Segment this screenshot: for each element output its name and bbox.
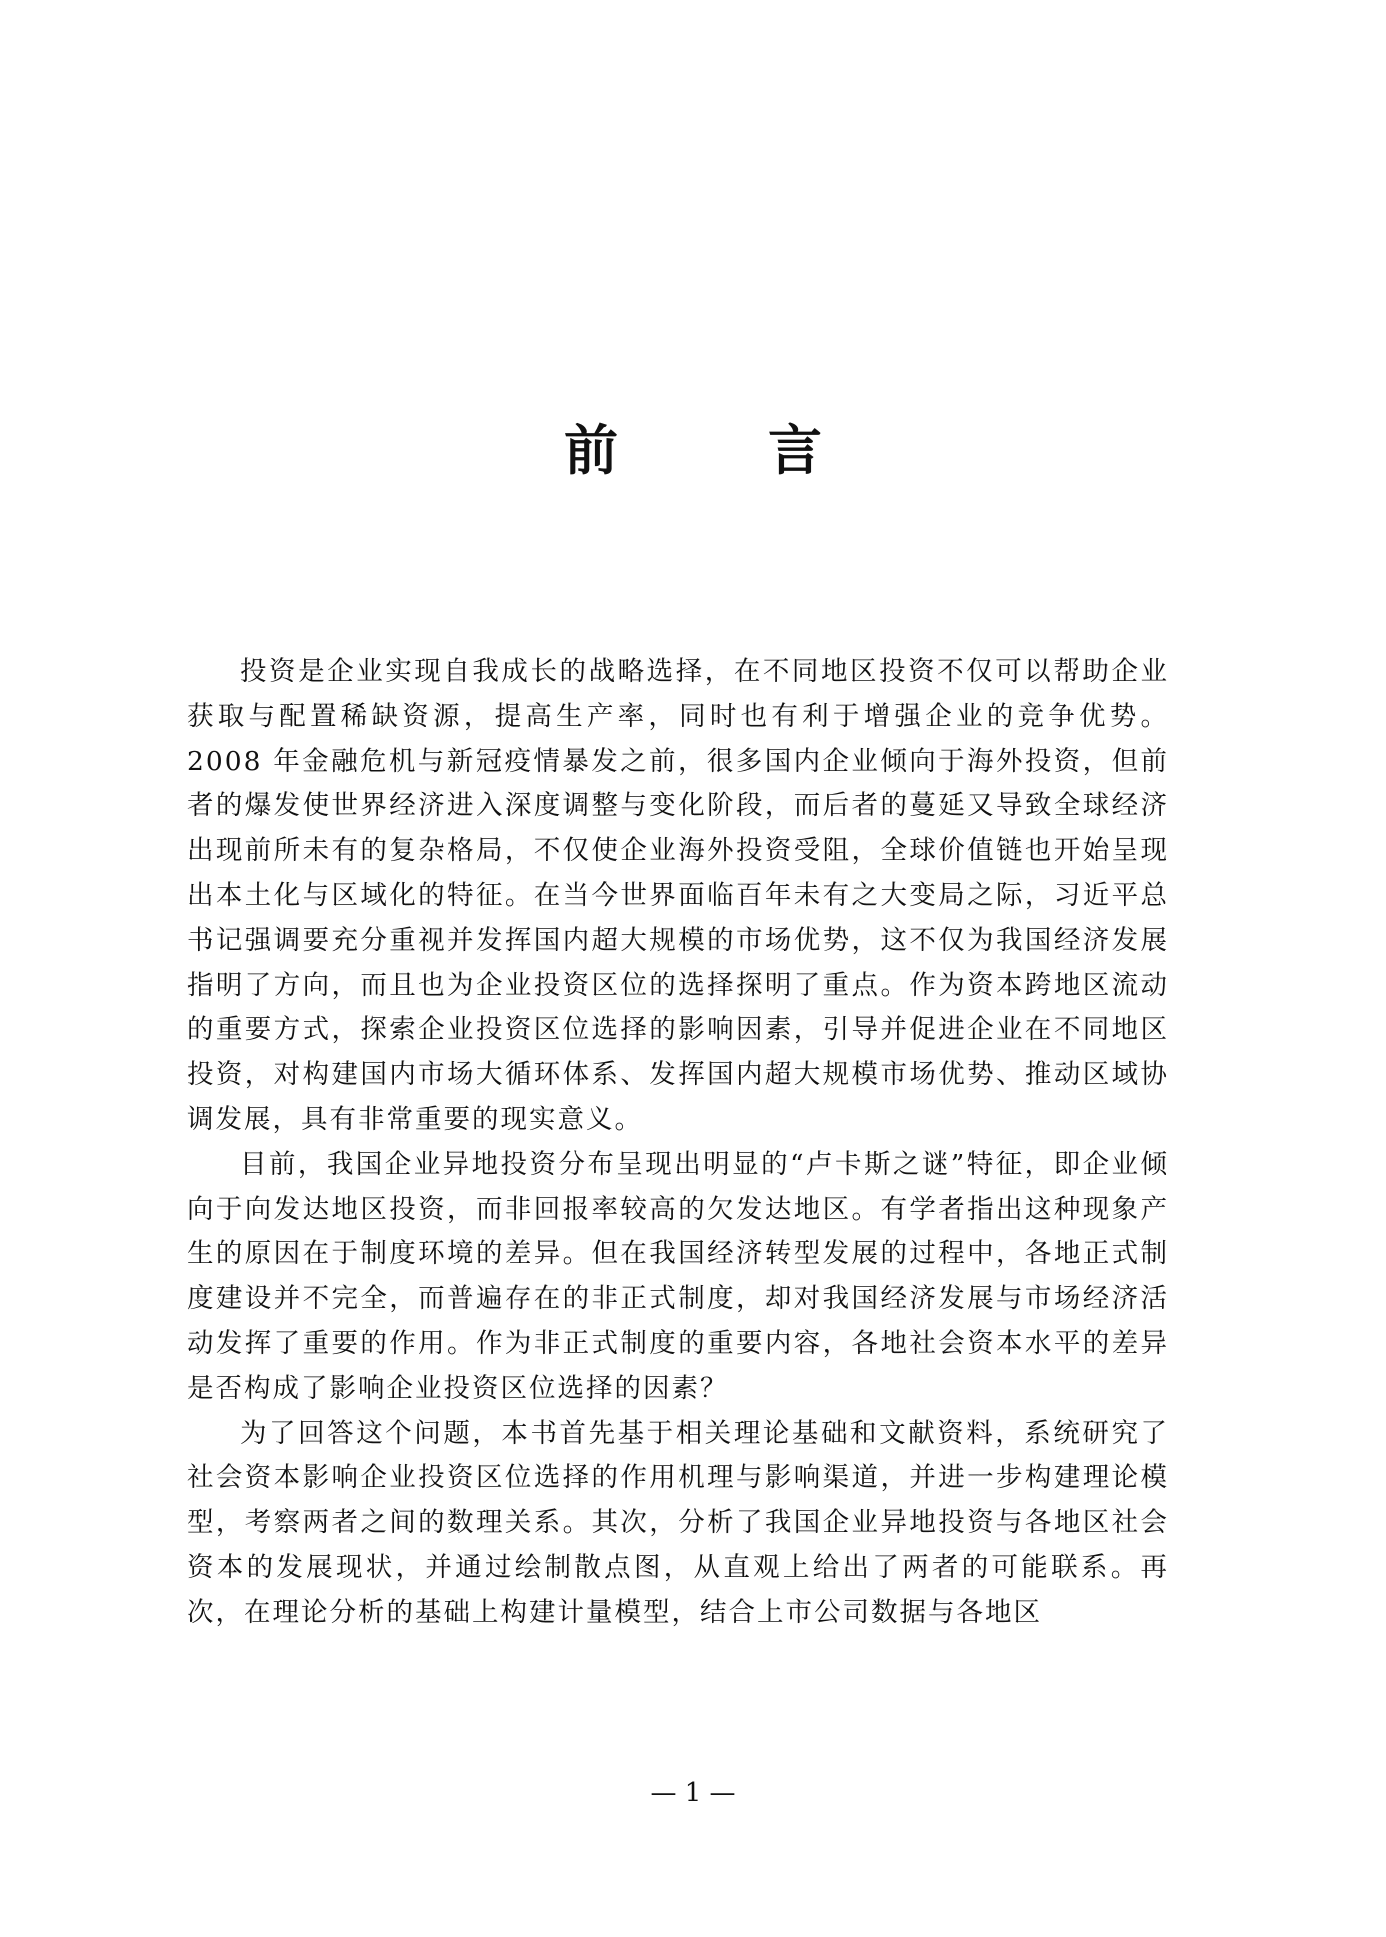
- body-text: [187, 650, 1169, 1636]
- page-number: — 1 —: [650, 1778, 736, 1808]
- paragraph-2: 目前，我国企业异地投资分布呈现出明显的“卢卡斯之谜”特征，即企业倾向于向发达地区投资，而非回报率较高的欠发达地区。有学者指出这种现象产生的原因在于制度环境的差异。但在我国经济转型发展的过程中，各地正式制度建设并不完全，而普遍存在的非正式制度，却对我国经济发展与市场经济活动发挥了重要的作用。作为非正式制度的重要内容，各地社会资本水平的差异是否构成了影响企业投资区位选择的因素？: [187, 1148, 1169, 1404]
- paragraph-1: 投资是企业实现自我成长的战略选择，在不同地区投资不仅可以帮助企业获取与配置稀缺资源，提高生产率，同时也有利于增强企业的竞争优势。2008 年金融危机与新冠疫情暴发之前，很多国内企业倾向于海外投资，但前者的爆发使世界经济进入深度调整与变化阶段，而后者的蔓延又导致全球经济出现前所未有的复杂格局，不仅使企业海外投资受阻，全球价值链也开始呈现出本土化与区域化的特征。在当今世界面临百年未有之大变局之际，习近平总书记强调要充分重视并发挥国内超大规模的市场优势，这不仅为我国经济发展指明了方向，而且也为企业投资区位的选择探明了重点。作为资本跨地区流动的重要方式，探索企业投资区位选择的影响因素，引导并促进企业在不同地区投资，对构建国内市场大循环体系、发挥国内超大规模市场优势、推动区域协调发展，具有非常重要的现实意义。: [187, 656, 1169, 1135]
- title-char-1: 前: [564, 418, 618, 482]
- page-title: [0, 418, 1386, 482]
- title-char-2: 言: [768, 418, 822, 482]
- paragraph-3: 为了回答这个问题，本书首先基于相关理论基础和文献资料，系统研究了社会资本影响企业投资区位选择的作用机理与影响渠道，并进一步构建理论模型，考察两者之间的数理关系。其次，分析了我国企业异地投资与各地区社会资本的发展现状，并通过绘制散点图，从直观上给出了两者的可能联系。再次，在理论分析的基础上构建计量模型，结合上市公司数据与各地区: [187, 1417, 1169, 1628]
